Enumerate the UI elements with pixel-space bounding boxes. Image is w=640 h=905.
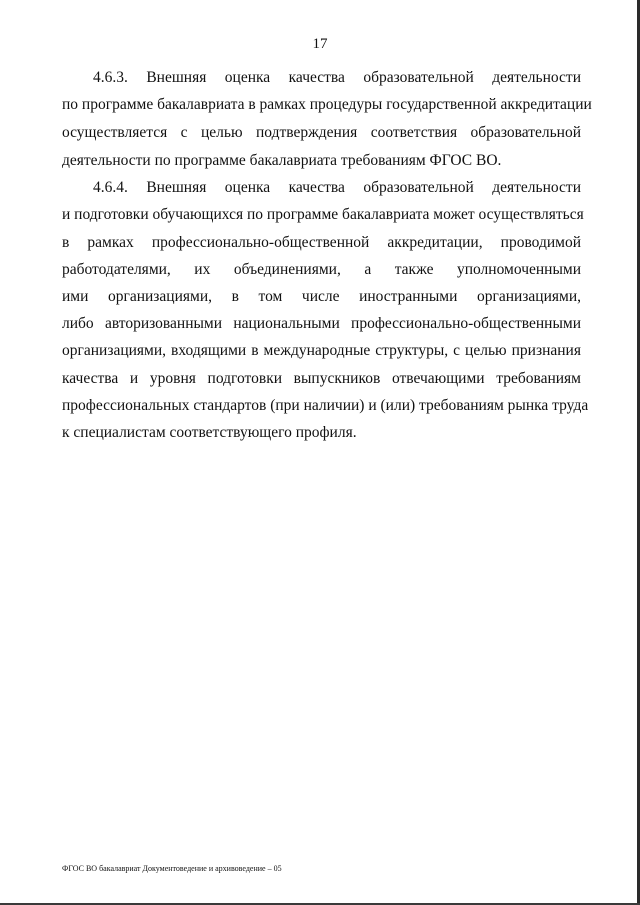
text-line: профессиональных стандартов (при наличии) и (или) требованиям рынка труда bbox=[62, 397, 589, 414]
text-line: 4.6.4. Внешняя оценка качества образовательной деятельности bbox=[93, 179, 581, 196]
footer-text: ФГОС ВО бакалавриат Документоведение и архивоведение – 05 bbox=[62, 864, 282, 873]
text-line: в рамках профессионально-общественной аккредитации, проводимой bbox=[62, 234, 581, 251]
text-line: осуществляется с целью подтверждения соответствия образовательной bbox=[62, 124, 581, 141]
text-line: и подготовки обучающихся по программе бакалавриата может осуществляться bbox=[62, 206, 584, 223]
text-line: организациями, входящими в международные структуры, с целью признания bbox=[62, 342, 581, 359]
text-line: деятельности по программе бакалавриата требованиям ФГОС ВО. bbox=[62, 152, 502, 169]
text-line: к специалистам соответствующего профиля. bbox=[62, 424, 357, 441]
text-line: ими организациями, в том числе иностранными организациями, bbox=[62, 288, 581, 305]
page-number: 17 bbox=[312, 36, 328, 52]
text-line: либо авторизованными национальными профессионально-общественными bbox=[62, 315, 581, 332]
text-line: 4.6.3. Внешняя оценка качества образовательной деятельности bbox=[93, 69, 581, 86]
text-line: по программе бакалавриата в рамках процедуры государственной аккредитации bbox=[62, 96, 592, 113]
text-line: работодателями, их объединениями, а также уполномоченными bbox=[62, 261, 581, 278]
text-line: качества и уровня подготовки выпускников отвечающими требованиям bbox=[62, 370, 581, 387]
